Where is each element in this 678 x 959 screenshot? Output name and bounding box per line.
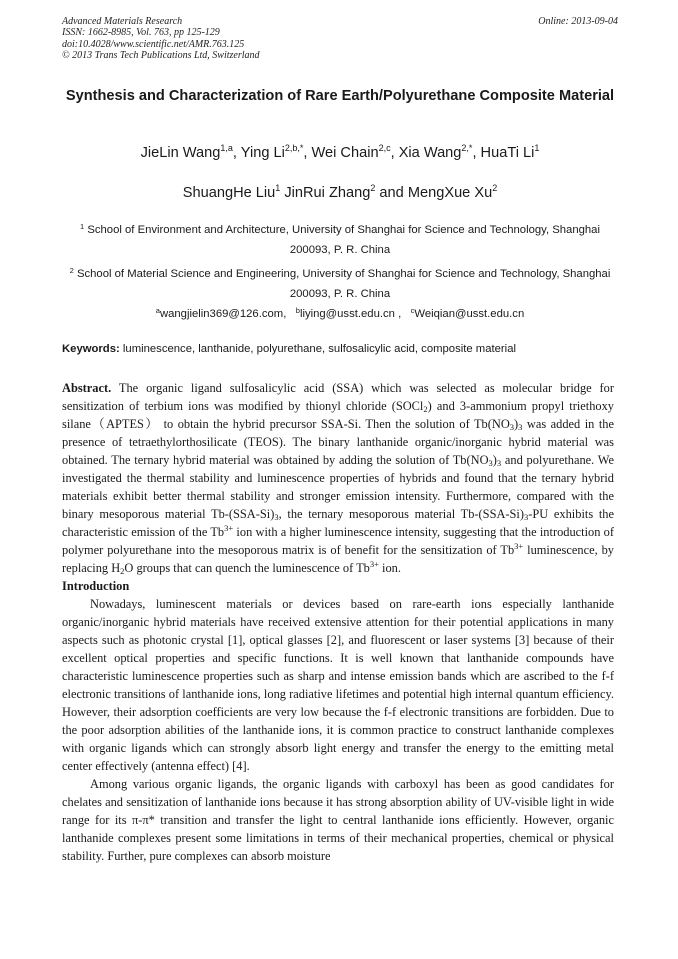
abstract-fragment: The organic ligand sulfosalicylic acid (SSA) which was selected as molecular bridge for sensitization of terbium ions was modified by thionyl chloride (SOCl [62,381,614,413]
email-link[interactable]: liying@usst.edu.cn , [299,308,402,320]
abstract-fragment: ) and 3-ammonium propyl triethoxy silane（APTES） to obtain the hybrid precursor SSA-Si. Then the solution of Tb(NO [62,399,614,431]
abstract-label: Abstract. [62,381,112,395]
journal-issn: ISSN: 1662-8985, Vol. 763, pp 125-129 [62,27,220,39]
email-link[interactable]: Weiqian@usst.edu.cn [414,308,525,320]
affiliation-2: $^2$ School of Material Science and Engineering, University of Shanghai for Science and Technology, Shanghai 200093, P. R. China [69,266,611,300]
abstract-fragment: ) [492,453,497,467]
abstract-fragment: and polyurethane. We investigated the thermal stability and luminescence properties of hybrids and found that the ternary hybrid materials exhibit better thermal stability and stronger emission intensity. Furthermore, compared with the binary mesoporous material Tb-(SSA-Si) [62,453,614,521]
abstract-fragment: O groups that can quench the luminescence of Tb [124,561,370,575]
abstract-fragment: 3 [518,422,523,432]
author: JinRui Zhang$^2$ and [284,183,408,201]
journal-header [62,16,618,62]
abstract-fragment: ion. [378,561,401,575]
abstract-fragment: ion with a higher luminescence intensity, suggesting that the introduction of polymer polyurethane into the mesoporous matrix is of benefit for the sensitization of Tb [62,525,615,557]
abstract-fragment: was added in the presence of tetraethylorthosilicate (TEOS). The binary lanthanide organic/inorganic hybrid material was obtained. The ternary hybrid material was obtained by adding the solution of Tb(NO [62,417,614,467]
abstract-fragment: ) [514,417,519,431]
abstract-text [62,381,614,575]
abstract-fragment: 3 [524,512,529,522]
abstract-fragment: 2 [423,404,428,414]
author: Ying $Li^{2,b,*}$, [240,143,312,161]
keywords [62,341,618,357]
author: Xia Wang$^{2,*}$, [398,143,481,161]
author: ShuangHe Liu$^1$ [182,183,281,201]
abstract-fragment: 3 [274,512,279,522]
author-list-line-2 [62,183,618,201]
journal-copyright: © 2013 Trans Tech Publications Ltd, Switzerland [62,50,260,62]
abstract-fragment: 3+ [514,541,524,551]
paper-title: Synthesis and Characterization of Rare Earth/Polyurethane Composite Material [65,88,615,104]
abstract-fragment: 3 [496,458,502,468]
journal-name: Advanced Materials Research [62,16,183,27]
intro-paragraph-1: Nowadays, luminescent materials or devices based on rare-earth ions especially lanthanide organic/inorganic hybrid materials have received extensive attention for their potential applications in many aspects such as photonic crystal [1], optical glasses [2], and fluorescent or laser systems [3] because of their excellent optical properties and specific functions. It is well known that lanthanide compounds have characteristic luminescence properties such as sharp and intense emission bands which are ascribed to the f-f electronic transitions of lanthanide ions, long radiative lifetimes and potential high internal quantum efficiency. However, their adsorption coefficients are very low because the f-f electronic transitions are forbidden. Due to the poor adsorption abilities of the lanthanide ions, it is common practice to construct lanthanide complexes with organic ligands which can strongly absorb light energy and transfer the energy to the emitting metal center effectively (antenna effect) [4]. [62,597,614,773]
online-date: Online: 2013-09-04 [538,16,618,27]
abstract-fragment: 2 [120,566,125,576]
email-link[interactable]: wangjielin369@126.com, [159,308,287,320]
author: Wei Chain$^{2,c}$, [311,143,399,161]
abstract-fragment: , the ternary mesoporous material Tb-(SSA-Si) [278,507,524,521]
author: MengXue Xu$^2$ [407,183,498,201]
author: JieLin Wang$^{1,a}$, [140,143,241,161]
keywords-label: Keywords: [62,343,120,355]
abstract-fragment: 3+ [369,559,379,569]
affiliation-1: $^1$ School of Environment and Architecture, University of Shanghai for Science and Technology, Shanghai 200093, P. R. China [80,222,600,256]
abstract [62,379,614,577]
keywords-list: luminescence, lanthanide, polyurethane, sulfosalicylic acid, composite material [119,343,516,355]
abstract-fragment: 3+ [224,523,234,533]
author-emails: $^a$wangjielin369@126.com, $^b$liying@usst.edu.cn , $^c$Weiqian@usst.edu.cn [155,306,525,320]
paper-body [62,379,614,865]
abstract-fragment: 3 [488,458,493,468]
section-heading-introduction: Introduction [62,579,130,593]
author: HuaTi Li$^1$ [480,143,540,161]
journal-doi: doi:10.4028/www.scientific.net/AMR.763.125 [62,38,245,50]
abstract-fragment: -PU exhibits the characteristic emission of the Tb [62,507,614,539]
intro-paragraph-2: Among various organic ligands, the organic ligands with carboxyl has been as good candidates for chelates and sensitization of lanthanide ions because it has strong absorption ability of UV-visible light in wide range for its π-π* transition and transfer the light to central lanthanide ions efficiently. However, organic lanthanide complexes present some limitations in terms of their mechanical properties, chemical or physical stability. Further, pure complexes can absorb moisture [62,777,614,863]
abstract-fragment: 3 [509,422,515,432]
abstract-fragment: luminescence, by replacing H [62,543,614,575]
author-list-line-1 [62,143,618,161]
